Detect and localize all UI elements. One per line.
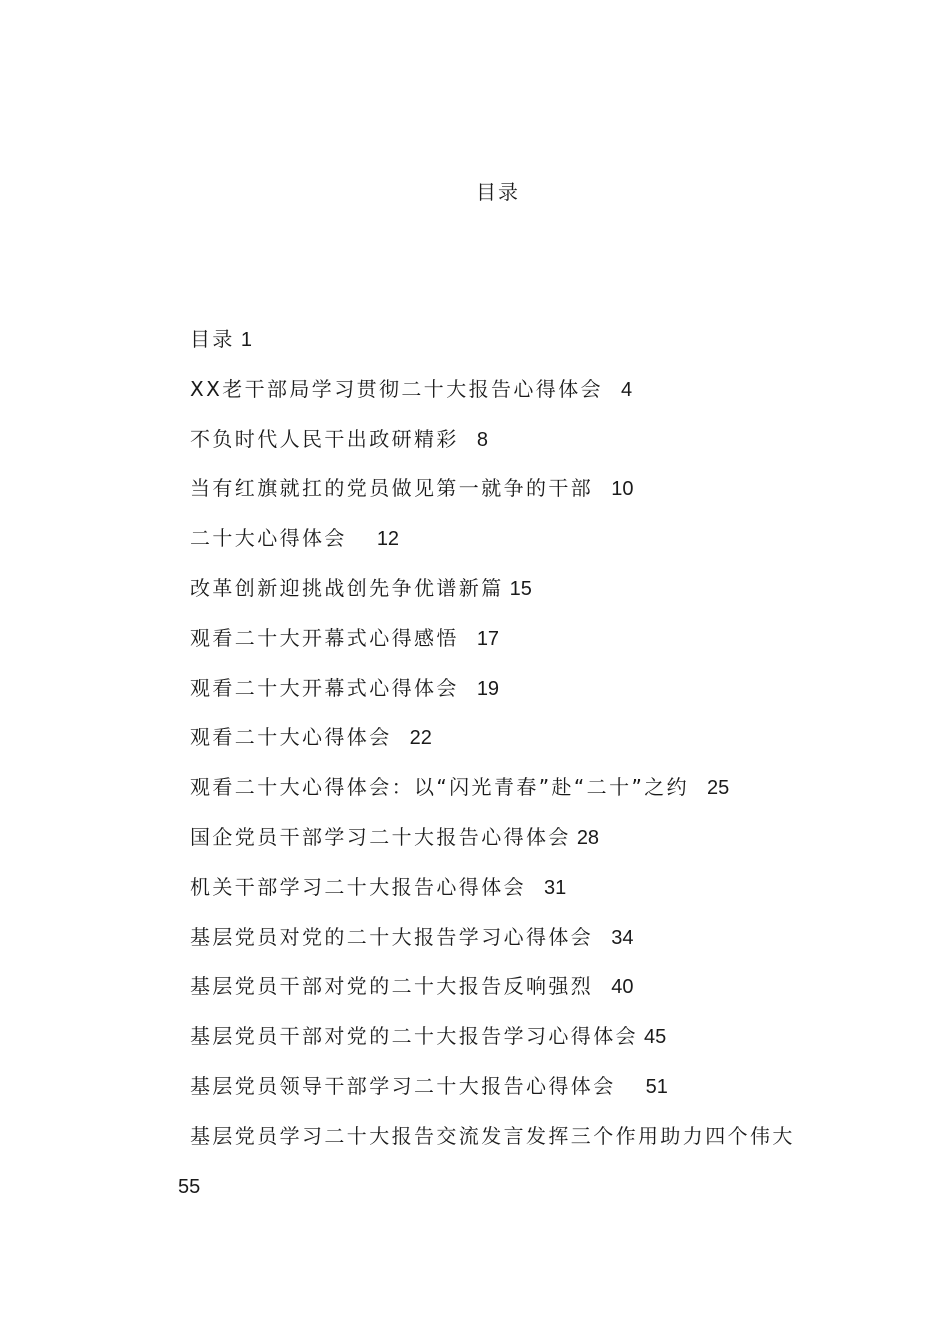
toc-entry-title: 基层党员干部对党的二十大报告学习心得体会 [190,1024,638,1049]
toc-entry[interactable] [190,872,830,922]
toc-entry-page: 55 [178,1176,201,1198]
toc-entry[interactable] [190,623,830,673]
toc-entry-page: 45 [644,1026,667,1049]
toc-entry[interactable] [190,722,830,772]
table-of-contents [190,324,830,1171]
toc-entry-title: 观看二十大心得体会：以“闪光青春”赴“二十”之约 [190,775,690,800]
toc-entry-title: 机关干部学习二十大报告心得体会 [190,874,526,899]
toc-entry-title: 不负时代人民干出政研精彩 [190,426,459,451]
toc-entry-title: 基层党员干部对党的二十大报告反响强烈 [190,974,594,999]
toc-entry[interactable] [190,424,830,474]
toc-entry[interactable] [190,922,830,972]
toc-entry-title: 国企党员干部学习二十大报告心得体会 [190,824,571,849]
toc-entry[interactable] [190,822,830,872]
toc-entry[interactable] [190,573,830,623]
toc-entry-title: 观看二十大心得体会 [190,725,392,750]
toc-entry-page: 12 [376,528,400,551]
toc-entry-page: 1 [240,329,252,351]
toc-entry-title: 观看二十大开幕式心得体会 [190,675,459,700]
toc-entry-page: 31 [544,876,567,899]
toc-entry[interactable] [190,523,830,573]
toc-entry-title: 观看二十大开幕式心得感悟 [190,625,459,650]
toc-entry[interactable] [190,324,830,374]
page-title: 目录 [476,180,520,204]
toc-entry-page: 10 [611,478,634,501]
toc-entry[interactable] [190,1071,830,1121]
toc-entry-title: 基层党员学习二十大报告交流发言发挥三个作用助力四个伟大 [190,1123,795,1148]
toc-entry-page: 19 [476,677,500,700]
toc-entry-title: 目录 [190,327,235,351]
toc-entry-page: 22 [409,727,432,750]
toc-entry-page: 34 [611,926,634,949]
toc-entry-page: 8 [476,428,488,451]
toc-entry-title: 基层党员对党的二十大报告学习心得体会 [190,924,594,949]
toc-entry-page: 15 [509,577,532,600]
toc-entry[interactable] [190,673,830,723]
toc-entry-title: 二十大心得体会 [190,526,347,551]
toc-entry-page: 25 [707,777,730,800]
toc-entry-page: 51 [645,1075,668,1098]
toc-entry[interactable] [190,1021,830,1071]
toc-entry-page: 17 [476,627,500,650]
toc-entry-page: 28 [576,826,600,849]
toc-entry-page: 40 [611,976,634,999]
toc-entry-page: 4 [621,378,633,401]
toc-entry[interactable] [190,374,830,424]
toc-entry-title: 当有红旗就扛的党员做见第一就争的干部 [190,476,594,501]
toc-entry[interactable] [190,772,830,822]
toc-entry[interactable] [190,1121,830,1171]
toc-entry-title: 改革创新迎挑战创先争优谱新篇 [190,575,504,600]
toc-entry[interactable] [190,473,830,523]
toc-entry-title: XX老干部局学习贯彻二十大报告心得体会 [190,376,604,401]
toc-entry[interactable] [190,971,830,1021]
toc-entry-title: 基层党员领导干部学习二十大报告心得体会 [190,1073,616,1098]
